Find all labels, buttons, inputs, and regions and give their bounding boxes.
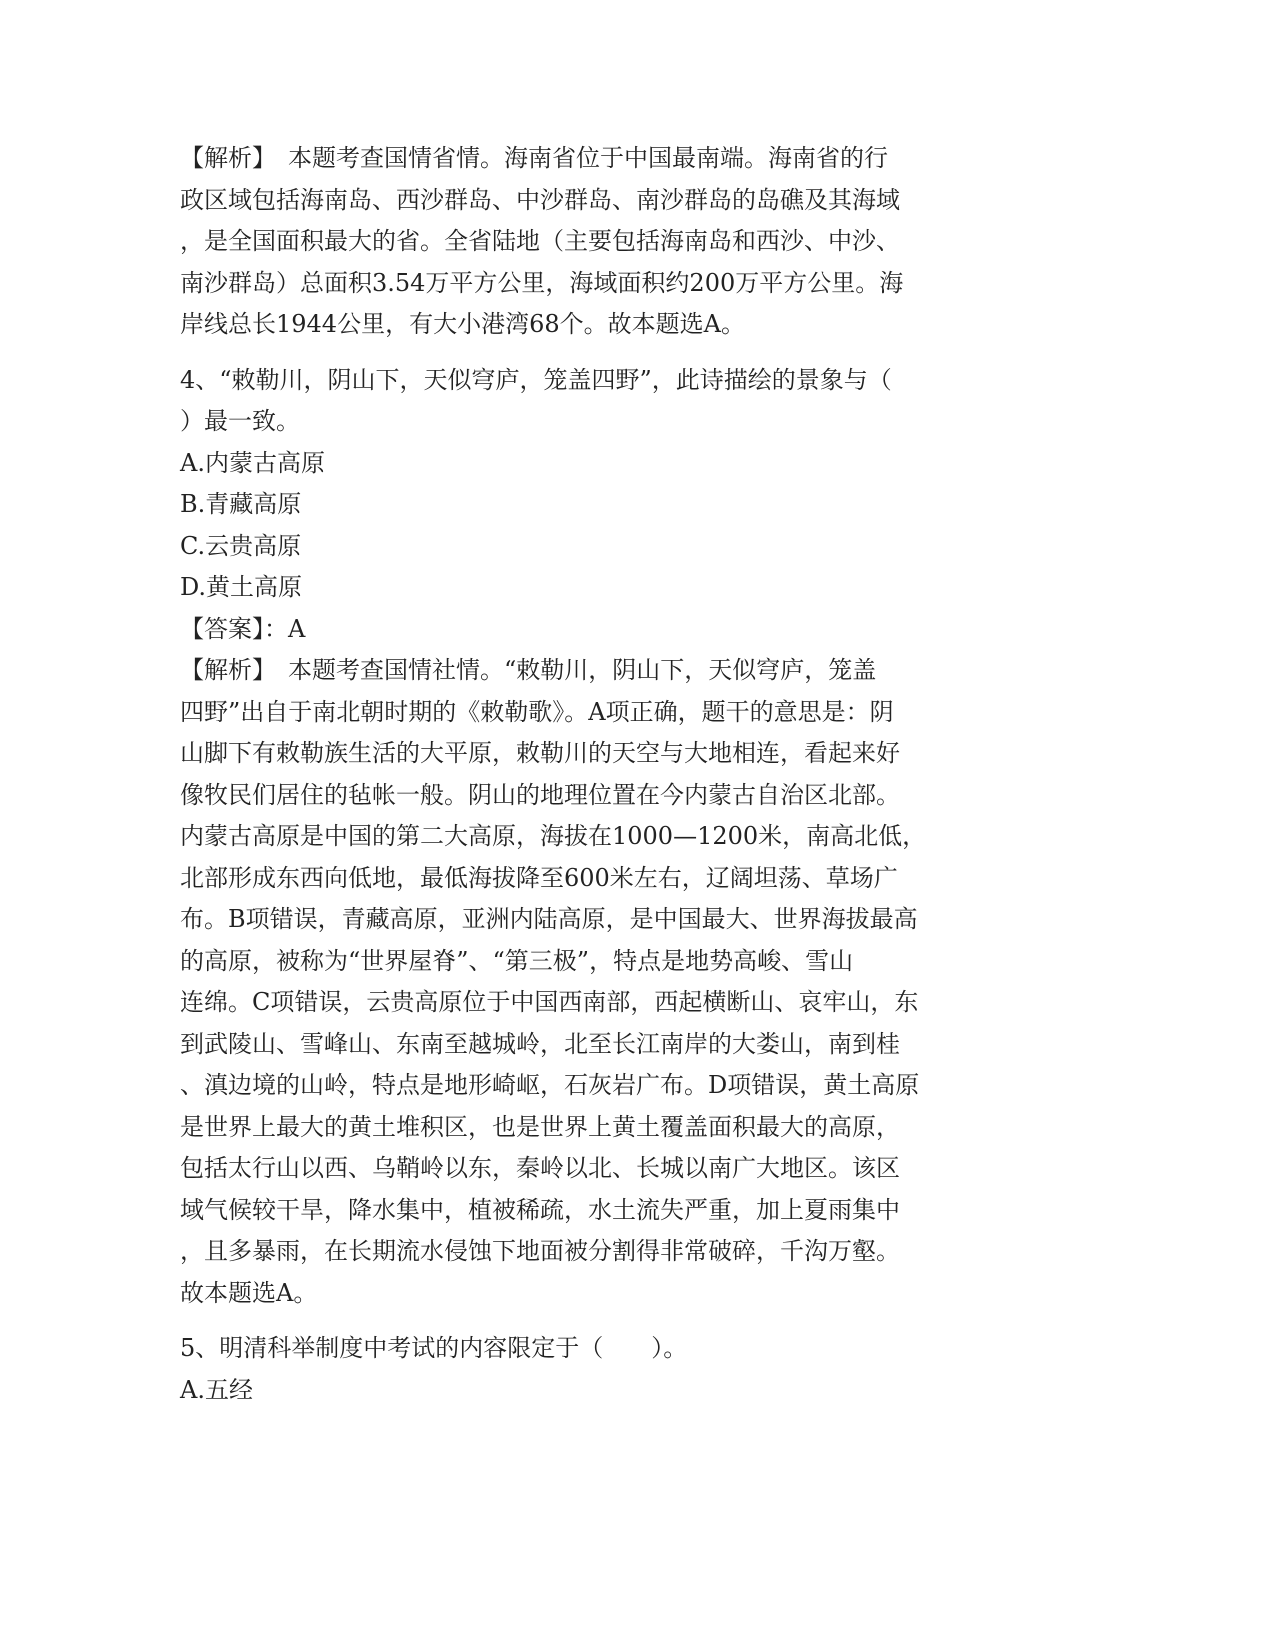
analysis-line: 包括太行山以西、乌鞘岭以东，秦岭以北、长城以南广大地区。该区 [180,1154,900,1182]
option-d: D.黄土高原 [180,573,303,601]
option-a: A.内蒙古高原 [180,448,325,477]
analysis-line: 山脚下有敕勒族生活的大平原，敕勒川的天空与大地相连，看起来好 [180,739,900,767]
analysis-line: 的高原，被称为“世界屋脊”、“第三极”，特点是地势高峻、雪山 [180,946,854,975]
question-5 [180,1328,1040,1411]
analysis-line: 像牧民们居住的毡帐一般。阴山的地理位置在今内蒙古自治区北部。 [180,780,900,809]
question-stem-line: 4、“敕勒川，阴山下，天似穹庐，笼盖四野”，此诗描绘的景象与（ [180,365,892,394]
analysis-line: 【解析】 本题考查国情社情。“敕勒川，阴山下，天似穹庐，笼盖 [180,656,877,684]
analysis-line: 政区域包括海南岛、西沙群岛、中沙群岛、南沙群岛的岛礁及其海域 [180,185,900,214]
analysis-line: 域气候较干旱，降水集中，植被稀疏，水土流失严重，加上夏雨集中 [180,1195,900,1224]
analysis-line: 南沙群岛）总面积3.54万平方公里，海域面积约200万平方公里。海 [180,268,904,297]
block-gap [180,1314,1040,1328]
analysis-line: 北部形成东西向低地，最低海拔降至600米左右，辽阔坦荡、草场广 [180,863,898,892]
analysis-line: 岸线总长1944公里，有大小港湾68个。故本题选A。 [180,310,745,338]
analysis-line: 连绵。C项错误，云贵高原位于中国西南部，西起横断山、哀牢山，东 [180,988,919,1016]
option-b: B.青藏高原 [180,490,302,518]
analysis-line: 【解析】 本题考查国情省情。海南省位于中国最南端。海南省的行 [180,144,888,172]
analysis-block [180,138,1040,346]
question-stem-line: ）最一致。 [180,407,300,435]
analysis-line: 是世界上最大的黄土堆积区，也是世界上黄土覆盖面积最大的高原， [180,1112,900,1141]
analysis-line: 、滇边境的山岭，特点是地形崎岖，石灰岩广布。D项错误，黄土高原 [180,1071,920,1099]
analysis-line: 布。B项错误，青藏高原，亚洲内陆高原，是中国最大、世界海拔最高 [180,905,918,933]
analysis-line: ，且多暴雨，在长期流水侵蚀下地面被分割得非常破碎，千沟万壑。 [180,1237,900,1265]
option-c: C.云贵高原 [180,531,302,560]
analysis-line: 四野”出自于南北朝时期的《敕勒歌》。A项正确，题干的意思是：阴 [180,697,894,726]
analysis-line: 到武陵山、雪峰山、东南至越城岭，北至长江南岸的大娄山，南到桂 [180,1029,900,1058]
question-stem-line: 5、明清科举制度中考试的内容限定于（ ）。 [180,1334,688,1362]
question-4 [180,360,1040,1315]
option-a: A.五经 [180,1375,253,1404]
document-content [180,138,1040,1411]
analysis-line: 故本题选A。 [180,1278,318,1307]
analysis-line: ，是全国面积最大的省。全省陆地（主要包括海南岛和西沙、中沙、 [180,227,900,255]
answer-line: 【答案】：A [180,614,306,643]
block-gap [180,346,1040,360]
analysis-line: 内蒙古高原是中国的第二大高原，海拔在1000—1200米，南高北低， [180,822,927,850]
